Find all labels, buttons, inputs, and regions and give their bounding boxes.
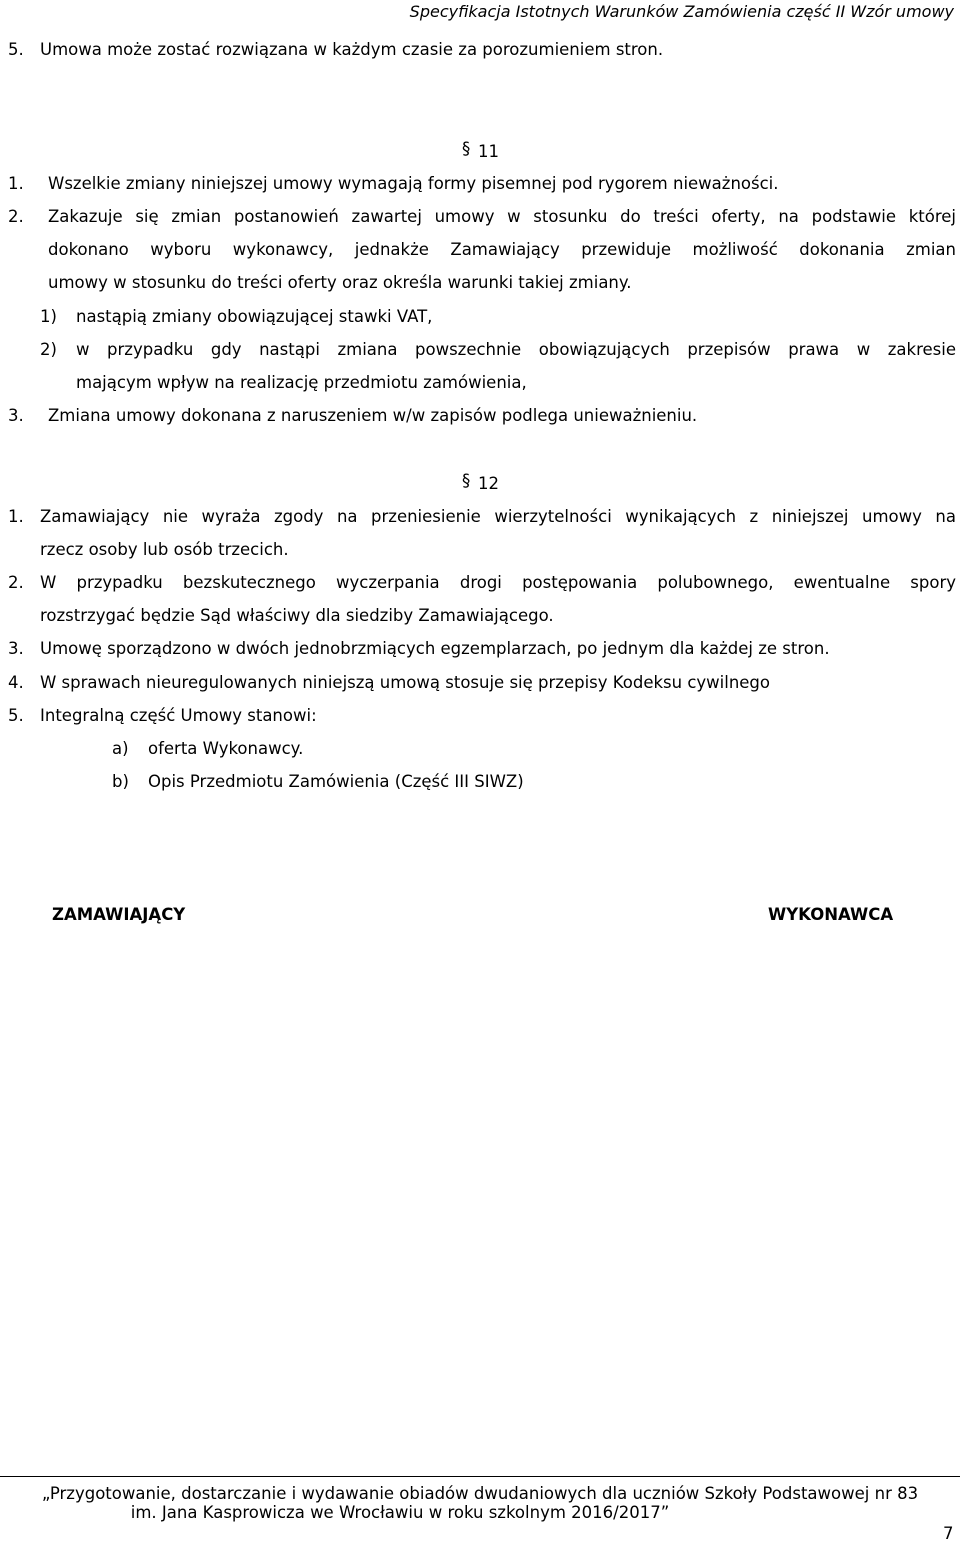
- subitem-text: oferta Wykonawcy.: [148, 739, 304, 758]
- subitem-number: a): [112, 739, 129, 758]
- paragraph-line: Zakazuje się zmian postanowień zawartej umowy w stosunku do treści oferty, na podstawie której: [48, 207, 956, 226]
- page-number: 7: [943, 1524, 954, 1543]
- signature-label-zamawiajacy: ZAMAWIAJĄCY: [52, 905, 186, 924]
- item-text: rozstrzygać będzie Sąd właściwy dla siedziby Zamawiającego.: [40, 606, 554, 625]
- subitem-text: Opis Przedmiotu Zamówienia (Część III SIWZ): [148, 772, 524, 791]
- paragraph-line: umowy w stosunku do treści oferty oraz określa warunki takiej zmiany.: [48, 273, 632, 292]
- subitem-text: mającym wpływ na realizację przedmiotu zamówienia,: [76, 373, 527, 392]
- item-number: 2.: [8, 207, 24, 226]
- signature-label-wykonawca: WYKONAWCA: [768, 905, 894, 924]
- item-number: 4.: [8, 673, 24, 692]
- item-number: 2.: [8, 573, 24, 592]
- subitem-number: b): [112, 772, 129, 791]
- item-text: Integralną część Umowy stanowi:: [40, 706, 317, 725]
- subitem-text: nastąpią zmiany obowiązującej stawki VAT,: [76, 307, 433, 326]
- item-text: W przypadku bezskutecznego wyczerpania drogi postępowania polubownego, ewentualne spory: [40, 573, 956, 592]
- section-symbol: §: [462, 139, 471, 158]
- item-number: 3.: [8, 639, 24, 658]
- footer-divider: [0, 1476, 960, 1477]
- footer-line: im. Jana Kasprowicza we Wrocławiu w roku szkolnym 2016/2017”: [130, 1503, 670, 1522]
- item-text: Umowa może zostać rozwiązana w każdym czasie za porozumieniem stron.: [40, 40, 664, 59]
- item-number: 1.: [8, 507, 24, 526]
- item-text: W sprawach nieuregulowanych niniejszą umową stosuje się przepisy Kodeksu cywilnego: [40, 673, 771, 692]
- running-header: Specyfikacja Istotnych Warunków Zamówienia część II Wzór umowy: [409, 2, 954, 21]
- item-number: 5.: [8, 706, 24, 725]
- item-text: Wszelkie zmiany niniejszej umowy wymagają formy pisemnej pod rygorem nieważności.: [48, 174, 779, 193]
- section-number: 12: [478, 474, 499, 493]
- item-text: Zmiana umowy dokonana z naruszeniem w/w zapisów podlega unieważnieniu.: [48, 406, 698, 425]
- item-text: Umowę sporządzono w dwóch jednobrzmiących egzemplarzach, po jednym dla każdej ze stron.: [40, 639, 830, 658]
- item-number: 1.: [8, 174, 24, 193]
- section-symbol: §: [462, 471, 471, 490]
- footer-line: „Przygotowanie, dostarczanie i wydawanie obiadów dwudaniowych dla uczniów Szkoły Podstawowej nr 83: [41, 1484, 919, 1503]
- item-number: 3.: [8, 406, 24, 425]
- subitem-text: w przypadku gdy nastąpi zmiana powszechnie obowiązujących przepisów prawa w zakresie: [76, 340, 956, 359]
- item-number: 5.: [8, 40, 24, 59]
- paragraph-line: dokonano wyboru wykonawcy, jednakże Zamawiający przewiduje możliwość dokonania zmian: [48, 240, 956, 259]
- item-text: Zamawiający nie wyraża zgody na przeniesienie wierzytelności wynikających z niniejszej umowy na: [40, 507, 956, 526]
- section-number: 11: [478, 142, 499, 161]
- item-text: rzecz osoby lub osób trzecich.: [40, 540, 289, 559]
- subitem-number: 1): [40, 307, 57, 326]
- subitem-number: 2): [40, 340, 57, 359]
